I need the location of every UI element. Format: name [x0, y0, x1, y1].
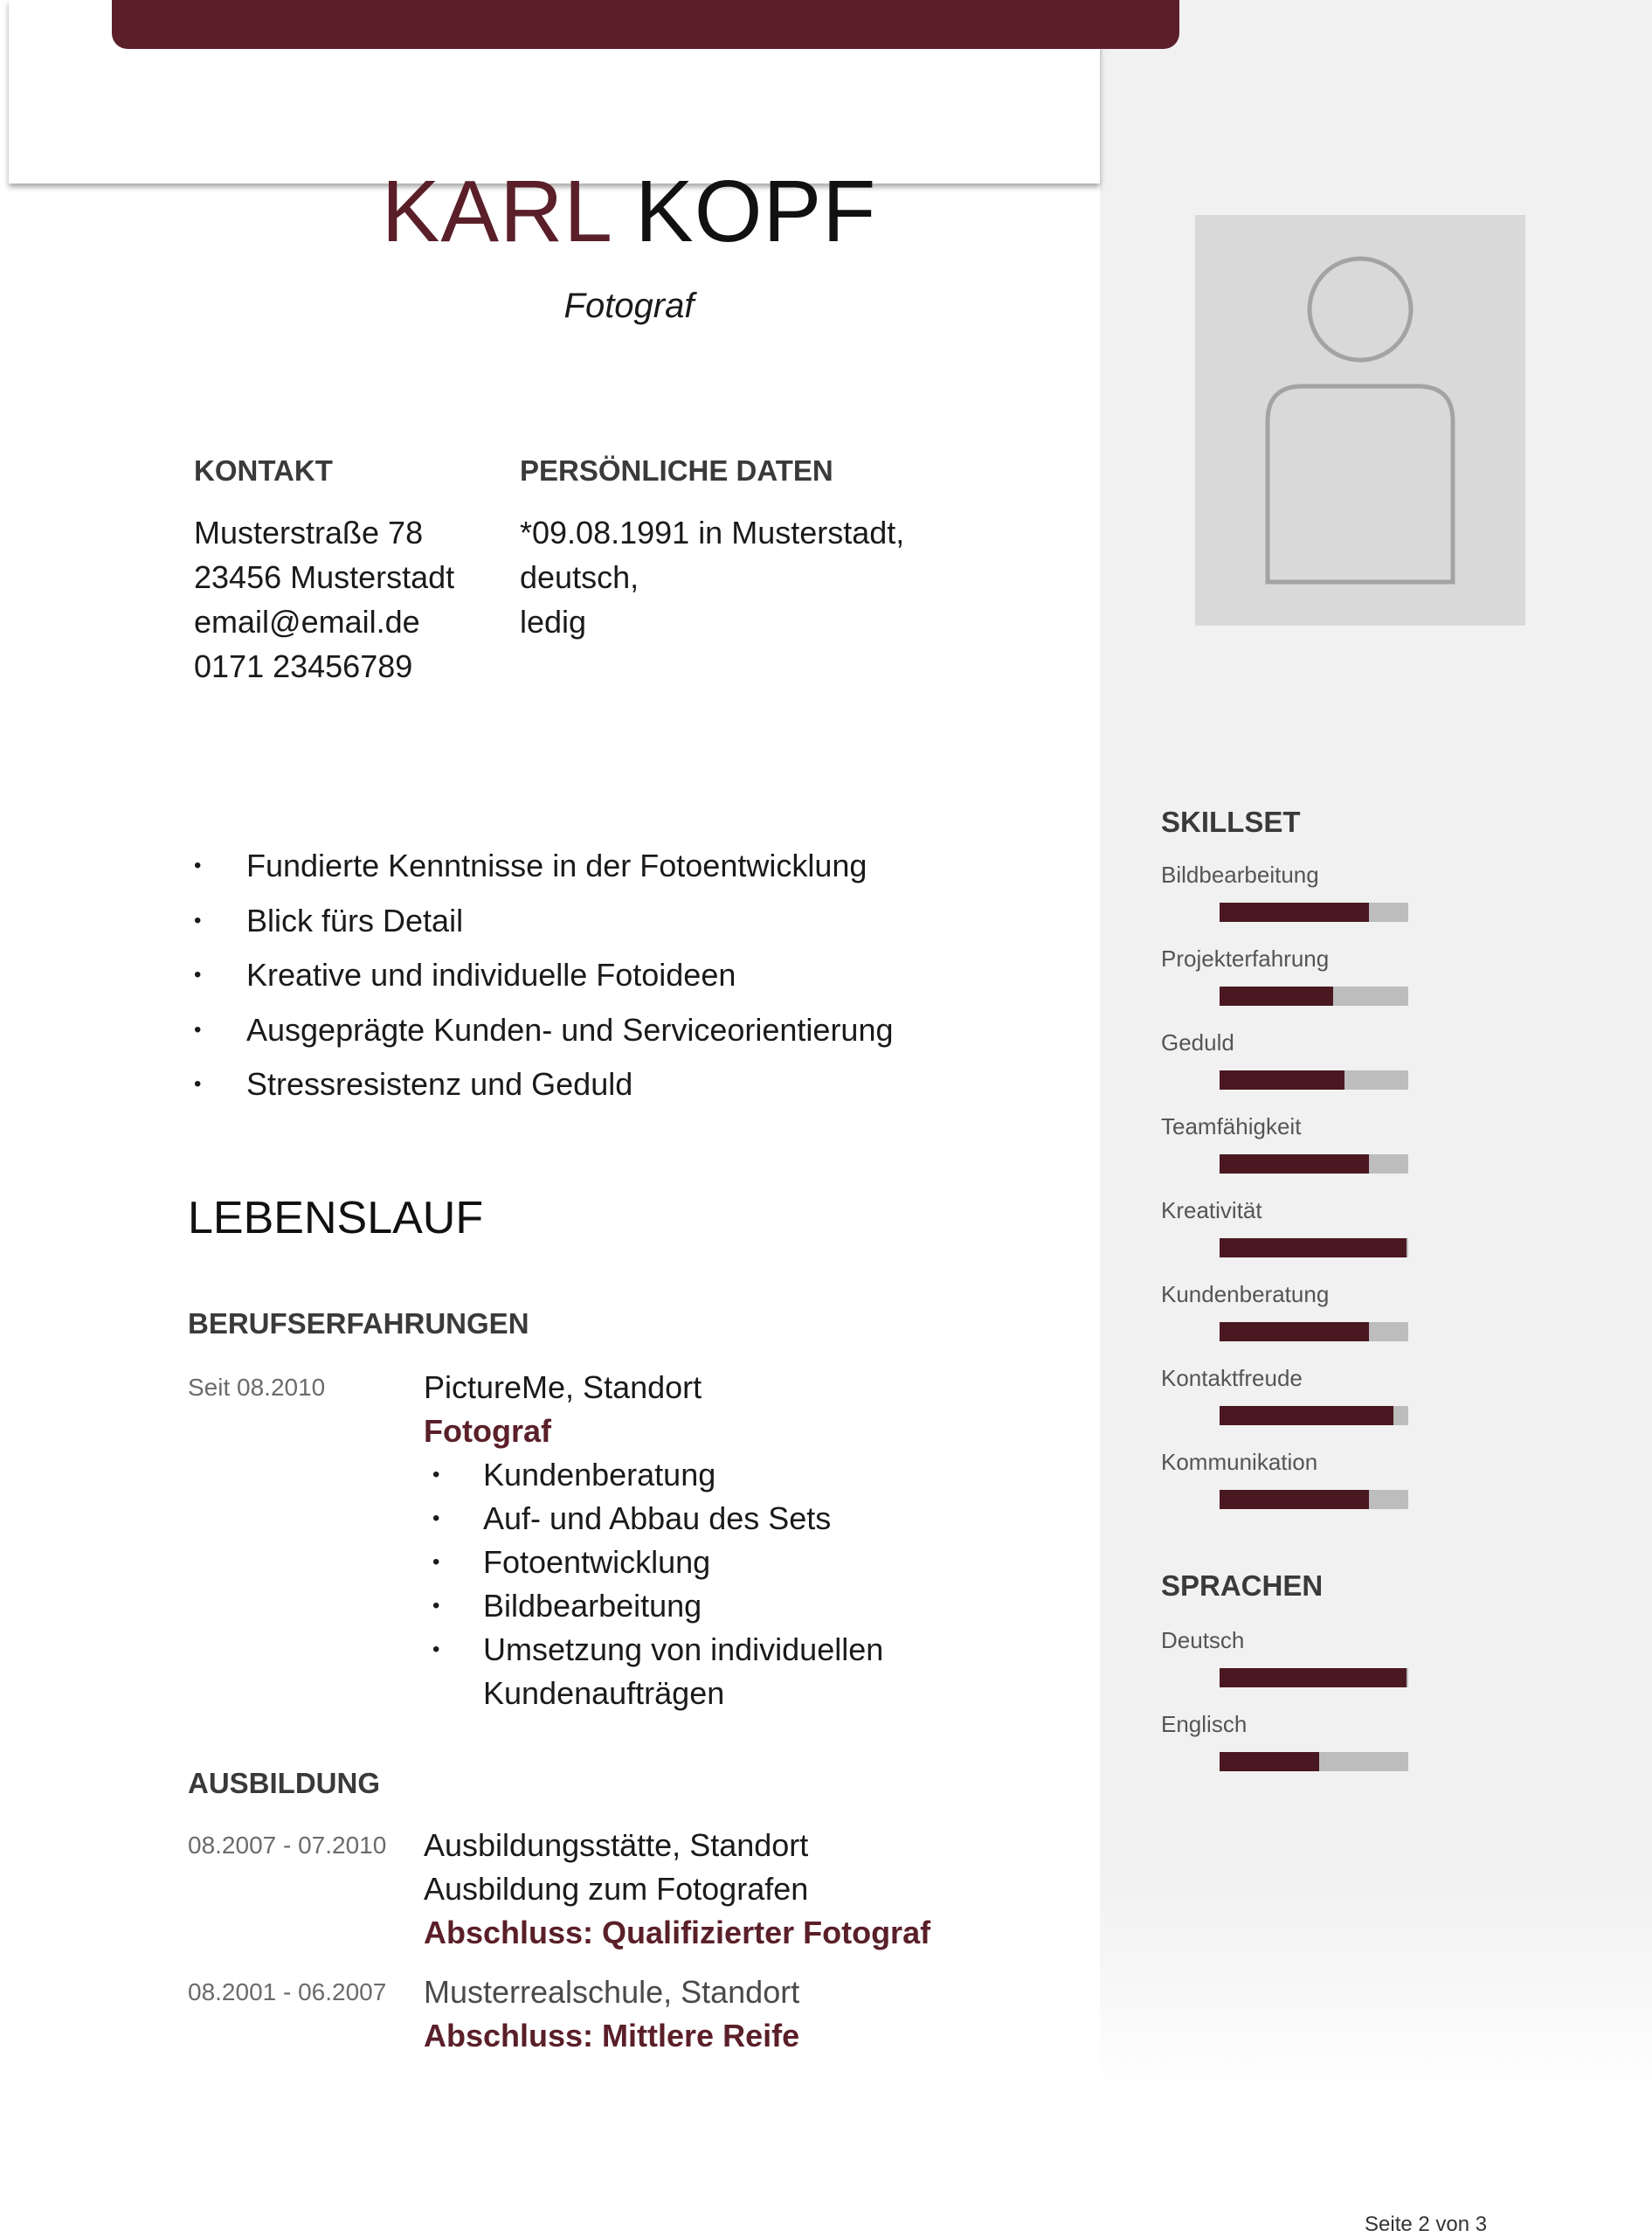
personal-heading: PERSÖNLICHE DATEN [520, 454, 833, 487]
bullet-icon: • [432, 1506, 440, 1530]
list-item: • Fotoentwicklung [424, 1541, 885, 1584]
bullet-icon: • [194, 1017, 202, 1042]
list-item: • Kreative und individuelle Fotoideen [194, 948, 894, 1003]
last-name: KOPF [635, 163, 877, 260]
skill-label: Projekterfahrung [1161, 945, 1330, 972]
skill-bar-fill [1220, 1238, 1407, 1257]
education-heading: AUSBILDUNG [188, 1767, 380, 1799]
person-icon [1195, 215, 1525, 626]
contact-details [194, 510, 454, 689]
contact-street: Musterstraße 78 [194, 515, 424, 551]
highlights-list [194, 839, 894, 1112]
contact-email: email@email.de [194, 604, 420, 640]
bullet-icon: • [194, 1072, 202, 1096]
first-name: KARL [381, 163, 611, 260]
education-entry [424, 1970, 799, 2058]
job-title: Fotograf [563, 287, 695, 325]
cv-title: LEBENSLAUF [188, 1193, 484, 1243]
skill-bar-track [1220, 987, 1408, 1006]
profile-photo-placeholder [1195, 215, 1525, 626]
skill-bar-track [1220, 1154, 1408, 1174]
bullet-icon: • [432, 1638, 440, 1661]
job-employer: PictureMe, Standort [424, 1369, 702, 1405]
personal-nationality: deutsch, [520, 559, 639, 595]
skill-item [1161, 945, 1449, 1024]
skill-bar-fill [1220, 903, 1369, 922]
skill-bar-fill [1220, 1154, 1369, 1174]
candidate-name [0, 159, 1258, 264]
job-task-list [424, 1453, 885, 1715]
bullet-icon: • [432, 1463, 440, 1486]
skill-bar-fill [1220, 1322, 1369, 1341]
skill-bar-fill [1220, 1070, 1344, 1090]
skill-item [1161, 1029, 1449, 1108]
bullet-icon: • [432, 1594, 440, 1617]
personal-status: ledig [520, 604, 587, 640]
language-item [1161, 1711, 1449, 1790]
language-label: Deutsch [1161, 1627, 1245, 1653]
page-number: Seite 2 von 3 [1365, 2213, 1488, 2236]
list-item: • Bildbearbeitung [424, 1584, 885, 1628]
skill-bar-track [1220, 1238, 1408, 1257]
skill-label: Geduld [1161, 1029, 1234, 1056]
bullet-icon: • [194, 963, 202, 987]
contact-heading: KONTAKT [194, 454, 333, 487]
skills-heading: SKILLSET [1161, 806, 1301, 838]
skill-bar-track [1220, 1406, 1408, 1425]
skill-item [1161, 862, 1449, 940]
skill-bar-fill [1220, 1406, 1393, 1425]
job-position: Fotograf [424, 1413, 551, 1449]
education-date: 08.2007 - 07.2010 [188, 1832, 387, 1859]
education-institution: Ausbildungsstätte, Standort [424, 1827, 809, 1863]
skill-label: Teamfähigkeit [1161, 1113, 1302, 1139]
education-entry [424, 1824, 930, 1955]
personal-details [520, 510, 904, 644]
education-program: Ausbildung zum Fotografen [424, 1871, 809, 1907]
experience-heading: BERUFSERFAHRUNGEN [188, 1307, 529, 1340]
job-entry [424, 1366, 885, 1715]
list-item: • Ausgeprägte Kunden- und Serviceorientierung [194, 1003, 894, 1058]
bullet-icon: • [194, 854, 202, 877]
personal-birth: *09.08.1991 in Musterstadt, [520, 515, 905, 551]
skill-bar-fill [1220, 1490, 1369, 1509]
skill-item [1161, 1197, 1449, 1276]
skill-item [1161, 1365, 1449, 1444]
list-item: • Stressresistenz und Geduld [194, 1057, 894, 1112]
bullet-icon: • [432, 1550, 440, 1574]
skill-label: Kontaktfreude [1161, 1365, 1303, 1391]
language-bar-fill [1220, 1752, 1319, 1771]
skill-label: Kommunikation [1161, 1449, 1318, 1475]
skill-label: Kreativität [1161, 1197, 1262, 1223]
language-label: Englisch [1161, 1711, 1248, 1737]
skill-label: Bildbearbeitung [1161, 862, 1319, 888]
education-institution: Musterrealschule, Standort [424, 1974, 800, 2010]
contact-city: 23456 Musterstadt [194, 559, 455, 595]
education-date: 08.2001 - 06.2007 [188, 1978, 387, 2005]
skill-bar-track [1220, 1070, 1408, 1090]
list-item: • Umsetzung von individuellen Kundenaufträgen [424, 1628, 885, 1715]
skill-item [1161, 1449, 1449, 1527]
contact-phone: 0171 23456789 [194, 648, 413, 684]
language-item [1161, 1627, 1449, 1706]
languages-heading: SPRACHEN [1161, 1569, 1324, 1602]
skill-bar-track [1220, 1322, 1408, 1341]
list-item: • Auf- und Abbau des Sets [424, 1497, 885, 1541]
skill-bar-track [1220, 903, 1408, 922]
language-bar-track [1220, 1668, 1408, 1687]
language-bar-track [1220, 1752, 1408, 1771]
top-accent-bar [112, 0, 1179, 49]
education-degree: Abschluss: Qualifizierter Fotograf [424, 1915, 931, 1950]
list-item: • Fundierte Kenntnisse in der Fotoentwicklung [194, 839, 894, 894]
skill-bar-track [1220, 1490, 1408, 1509]
skill-item [1161, 1281, 1449, 1360]
language-bar-fill [1220, 1668, 1407, 1687]
list-item: • Kundenberatung [424, 1453, 885, 1497]
skill-bar-fill [1220, 987, 1333, 1006]
bullet-icon: • [194, 908, 202, 932]
list-item: • Blick fürs Detail [194, 894, 894, 949]
education-degree: Abschluss: Mittlere Reife [424, 2018, 800, 2053]
job-date: Seit 08.2010 [188, 1374, 326, 1401]
skill-label: Kundenberatung [1161, 1281, 1330, 1307]
skill-item [1161, 1113, 1449, 1192]
